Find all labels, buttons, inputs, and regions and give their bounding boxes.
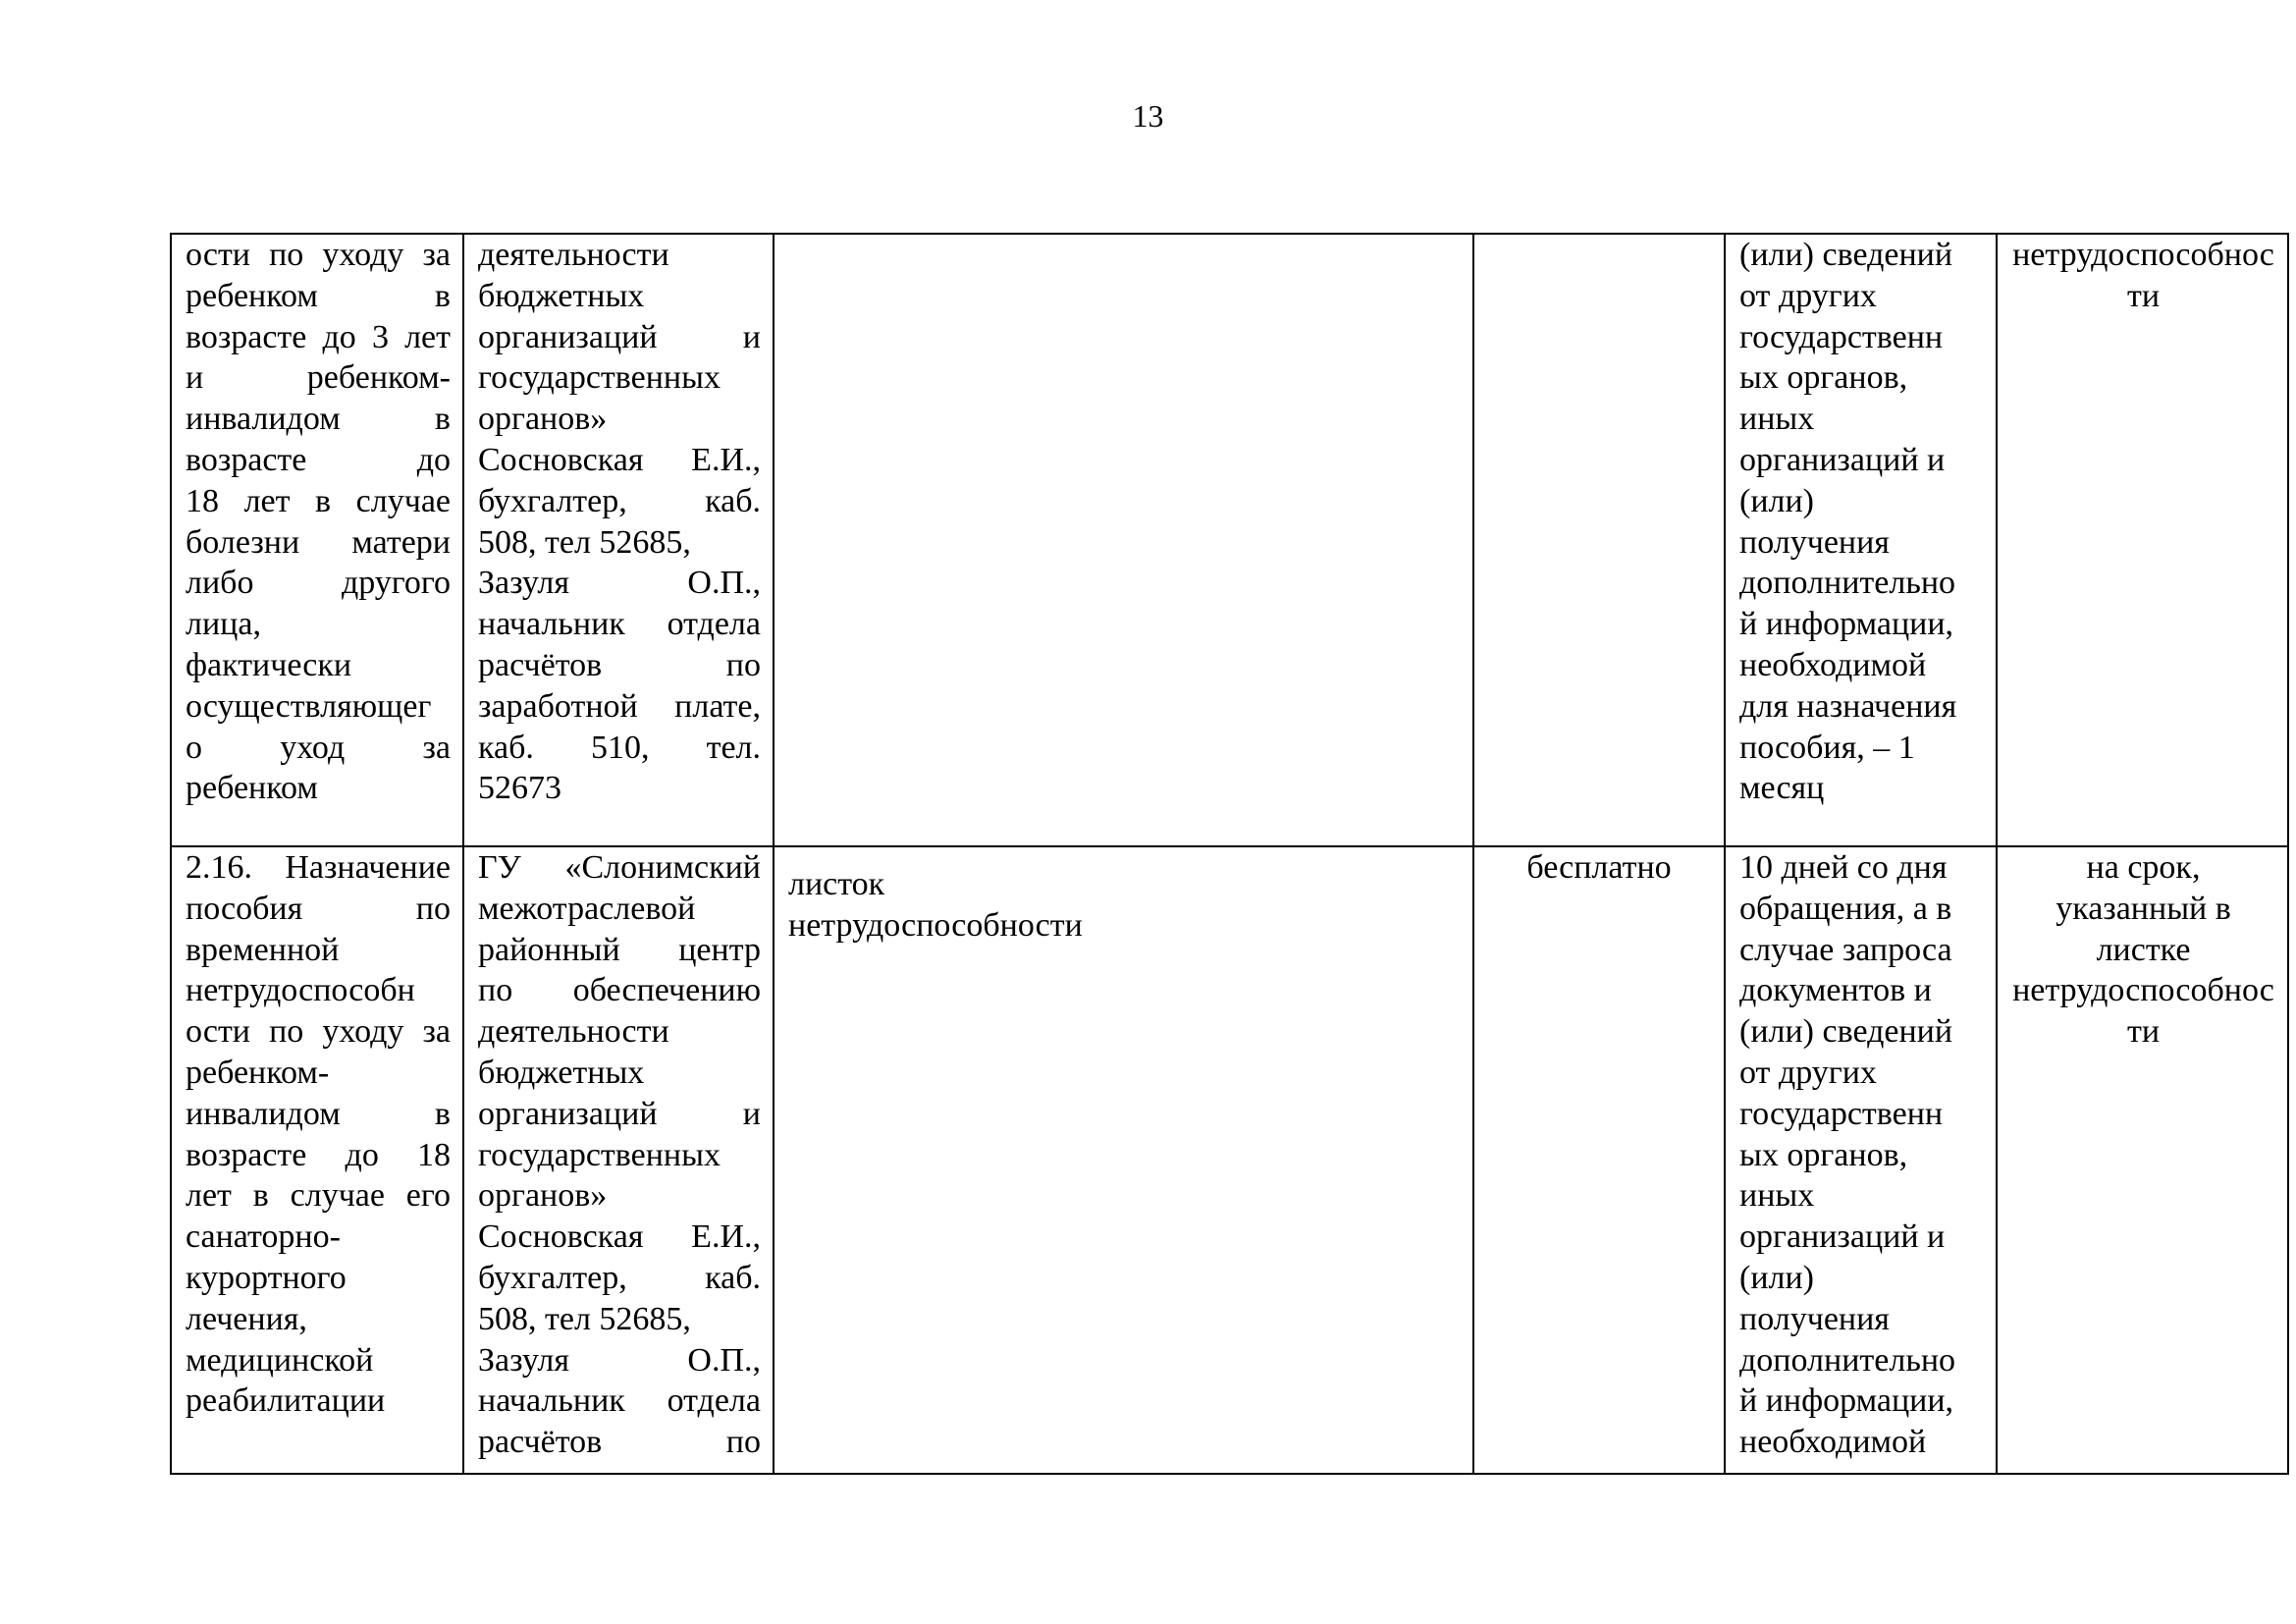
- documents-cell: листок нетрудоспособности: [774, 846, 1473, 1474]
- fee-cell: [1473, 234, 1725, 846]
- term-cell: (или) сведений от других государственн ых органов, иных организаций и (или) получения дополнительно й информации, необходимой для назначения пособия, – 1 месяц: [1725, 234, 1997, 846]
- validity-cell: на срок, указанный в листке нетрудоспособнос ти: [1997, 846, 2288, 1474]
- organization-cell: деятельности бюджетных организаций и государственных органов» Сосновская Е.И., бухгалтер, каб. 508, тел 52685, Зазуля О.П., начальник отдела расчётов по заработной плате, каб. 510, тел. 52673: [463, 234, 774, 846]
- services-table: [170, 233, 2289, 1475]
- fee-cell: бесплатно: [1473, 846, 1725, 1474]
- table-row: [171, 846, 2288, 1474]
- table-row: [171, 234, 2288, 846]
- page-number: 13: [1132, 98, 1164, 134]
- documents-cell: [774, 234, 1473, 846]
- service-name-cell: 2.16. Назначение пособия по временной нетрудоспособн ости по уходу за ребенком- инвалидом в возрасте до 18 лет в случае его санаторно- курортного лечения, медицинской реабилитации: [171, 846, 463, 1474]
- service-name-cell: ости по уходу за ребенком в возрасте до 3 лет и ребенком- инвалидом в возрасте до 18 лет в случае болезни матери либо другого лица, фактически осуществляющег о уход за ребенком: [171, 234, 463, 846]
- term-cell: 10 дней со дня обращения, а в случае запроса документов и (или) сведений от других государственн ых органов, иных организаций и (или) получения дополнительно й информации, необходимой: [1725, 846, 1997, 1474]
- validity-cell: нетрудоспособнос ти: [1997, 234, 2288, 846]
- organization-cell: ГУ «Слонимский межотраслевой районный центр по обеспечению деятельности бюджетных организаций и государственных органов» Сосновская Е.И., бухгалтер, каб. 508, тел 52685, Зазуля О.П., начальник отдела расчётов по: [463, 846, 774, 1474]
